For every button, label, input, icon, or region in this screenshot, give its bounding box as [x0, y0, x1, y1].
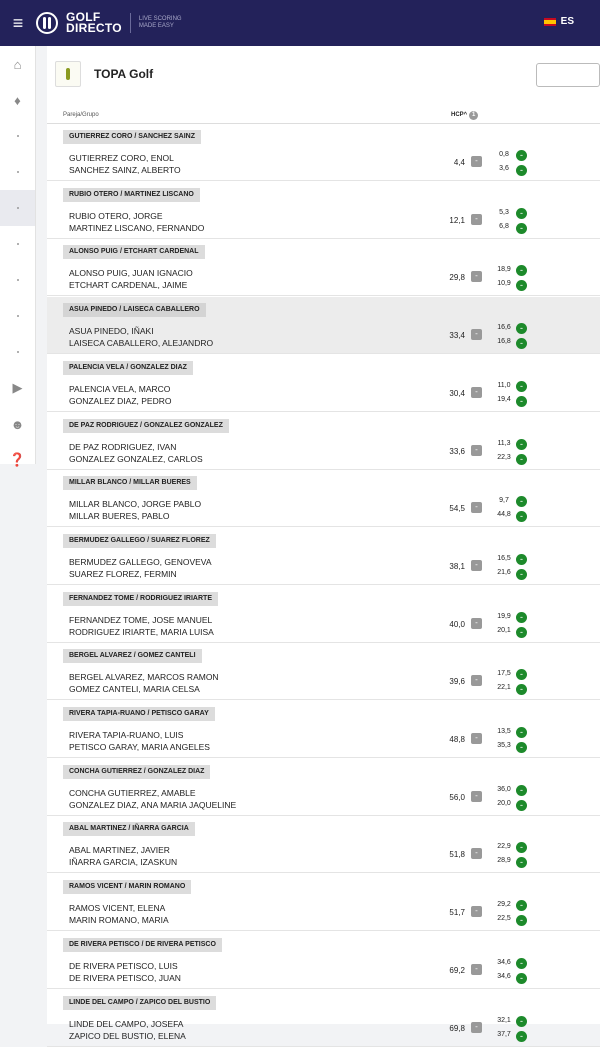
player-2-name: GOMEZ CANTELI, MARIA CELSA	[69, 684, 200, 695]
player-1-action-button[interactable]: -	[516, 496, 527, 507]
table-row[interactable]	[47, 932, 600, 989]
sidebar-item-dot[interactable]	[0, 226, 35, 262]
player-2-name: IÑARRA GARCIA, IZASKUN	[69, 857, 178, 868]
player-2-name: MILLAR BUERES, PABLO	[69, 511, 170, 522]
team-hcp: 40,0	[449, 619, 465, 629]
player-2-action-button[interactable]: -	[516, 1031, 527, 1042]
language-selector[interactable]	[544, 16, 574, 27]
sidebar-item-dot[interactable]	[0, 262, 35, 298]
logo-divider	[130, 13, 131, 33]
player-1-action-button[interactable]: -	[516, 958, 527, 969]
spain-flag-icon	[544, 18, 556, 26]
player-2-action-button[interactable]: -	[516, 800, 527, 811]
minus-button[interactable]: -	[471, 560, 482, 571]
player-2-name: LAISECA CABALLERO, ALEJANDRO	[69, 338, 214, 349]
player-2-action-button[interactable]: -	[516, 742, 527, 753]
player-1-action-button[interactable]: -	[516, 727, 527, 738]
team-hcp: 48,8	[449, 735, 465, 744]
help-icon[interactable]: ❓	[9, 452, 26, 467]
player-1-action-button[interactable]: -	[516, 669, 527, 680]
minus-button[interactable]: -	[471, 733, 482, 744]
hcp-label: HCP	[451, 112, 464, 118]
player-2-action-button[interactable]: -	[516, 857, 527, 868]
player-1-hcp: 32,1	[497, 1016, 511, 1024]
minus-button[interactable]: -	[471, 675, 482, 686]
player-2-hcp: 22,5	[497, 915, 511, 923]
minus-button[interactable]: -	[471, 329, 482, 340]
player-1-hcp: 16,6	[497, 324, 511, 332]
team-hcp: 51,8	[449, 850, 465, 860]
player-2-action-button[interactable]: -	[516, 396, 527, 407]
player-2-hcp: 37,7	[497, 1030, 511, 1038]
player-2-name: PETISCO GARAY, MARIA ANGELES	[69, 742, 210, 752]
tournament-header	[47, 46, 600, 102]
player-1-hcp: 22,9	[497, 843, 511, 851]
player-1-name: ASUA PINEDO, IÑAKI	[69, 326, 154, 337]
tagline-line-1: LIVE SCORING	[138, 16, 182, 22]
user-settings-icon[interactable]: ☻	[10, 416, 25, 432]
player-1-name: BERMUDEZ GALLEGO, GENOVEVA	[69, 556, 212, 567]
team-hcp: 38,1	[449, 561, 465, 571]
player-2-hcp: 19,4	[497, 395, 511, 403]
player-2-hcp: 20,0	[497, 799, 511, 807]
player-1-name: CONCHA GUTIERREZ, AMABLE	[69, 787, 196, 798]
player-1-name: RIVERA TAPIA-RUANO, LUIS	[69, 730, 184, 740]
team-hcp: 39,6	[449, 677, 465, 687]
player-2-name: GONZALEZ DIAZ, ANA MARIA JAQUELINE	[69, 799, 237, 810]
player-1-action-button[interactable]: -	[516, 900, 527, 911]
player-2-name: DE RIVERA PETISCO, JUAN	[69, 972, 181, 983]
player-2-action-button[interactable]: -	[516, 569, 527, 580]
tournament-title: TOPA Golf	[94, 67, 154, 81]
team-hcp: 69,2	[449, 965, 465, 975]
player-2-name: GONZALEZ DIAZ, PEDRO	[69, 395, 172, 406]
player-1-name: RAMOS VICENT, ELENA	[69, 903, 166, 914]
team-hcp: 29,8	[449, 273, 465, 283]
player-2-hcp: 28,9	[497, 857, 511, 865]
column-hcp-header[interactable]	[451, 111, 478, 120]
sidebar	[0, 46, 36, 467]
minus-button[interactable]: -	[471, 906, 482, 917]
team-hcp: 56,0	[449, 792, 465, 802]
player-1-action-button[interactable]: -	[516, 323, 527, 334]
player-2-name: ETCHART CARDENAL, JAIME	[69, 280, 188, 291]
minus-button[interactable]: -	[471, 156, 482, 167]
player-2-hcp: 34,6	[497, 972, 511, 980]
player-1-name: DE PAZ RODRIGUEZ, IVAN	[69, 441, 177, 452]
trophy-icon[interactable]: ♦	[14, 92, 21, 108]
team-name: BERMUDEZ GALLEGO / SUAREZ FLOREZ	[63, 534, 216, 548]
sidebar-item-dot[interactable]	[0, 334, 35, 370]
player-1-hcp: 19,9	[497, 612, 511, 620]
team-name: MILLAR BLANCO / MILLAR BUERES	[63, 476, 197, 490]
team-name: RIVERA TAPIA-RUANO / PETISCO GARAY	[63, 707, 215, 721]
team-name: FERNANDEZ TOME / RODRIGUEZ IRIARTE	[63, 592, 218, 606]
player-1-action-button[interactable]: -	[516, 554, 527, 565]
player-1-action-button[interactable]: -	[516, 1016, 527, 1027]
table-row[interactable]	[47, 124, 600, 181]
player-1-name: LINDE DEL CAMPO, JOSEFA	[69, 1018, 184, 1029]
table-row[interactable]	[47, 297, 600, 354]
logo-mark-icon	[36, 12, 58, 34]
team-hcp: 33,6	[449, 446, 465, 456]
player-1-hcp: 13,5	[497, 728, 511, 735]
table-row[interactable]	[47, 182, 600, 239]
language-label: ES	[560, 16, 574, 27]
table-row[interactable]	[47, 816, 600, 873]
team-hcp: 33,4	[449, 331, 465, 341]
minus-button[interactable]: -	[471, 1022, 482, 1033]
tagline	[139, 16, 182, 30]
sidebar-item-dot[interactable]	[0, 154, 35, 190]
player-2-action-button[interactable]: -	[516, 223, 527, 234]
table-row[interactable]	[47, 759, 600, 816]
player-1-action-button[interactable]: -	[516, 842, 527, 853]
golf-directo-logo[interactable]	[36, 12, 182, 34]
logo-line-2: DIRECTO	[66, 21, 122, 35]
team-name: LINDE DEL CAMPO / ZAPICO DEL BUSTIO	[63, 996, 216, 1010]
minus-button[interactable]: -	[471, 964, 482, 975]
table-row[interactable]	[47, 239, 600, 296]
player-1-name: FERNANDEZ TOME, JOSE MANUEL	[69, 614, 213, 625]
player-2-action-button[interactable]: -	[516, 684, 527, 695]
player-1-name: ALONSO PUIG, JUAN IGNACIO	[69, 268, 193, 279]
player-2-name: GONZALEZ GONZALEZ, CARLOS	[69, 453, 203, 464]
player-1-hcp: 5,3	[499, 208, 509, 216]
sort-order-badge: 1	[469, 111, 478, 120]
player-2-name: RODRIGUEZ IRIARTE, MARIA LUISA	[69, 626, 214, 637]
minus-button[interactable]: -	[471, 387, 482, 398]
player-2-action-button[interactable]: -	[516, 338, 527, 349]
player-1-action-button[interactable]: -	[516, 785, 527, 796]
player-2-hcp: 10,9	[497, 280, 511, 288]
player-1-name: DE RIVERA PETISCO, LUIS	[69, 960, 178, 971]
player-2-name: MARTINEZ LISCANO, FERNANDO	[69, 222, 205, 233]
minus-button[interactable]: -	[471, 791, 482, 802]
player-2-hcp: 44,8	[497, 511, 511, 519]
player-2-action-button[interactable]: -	[516, 627, 527, 638]
player-2-hcp: 22,1	[497, 684, 511, 692]
player-2-hcp: 16,8	[497, 338, 511, 346]
team-name: RAMOS VICENT / MARIN ROMANO	[63, 880, 191, 894]
player-2-hcp: 22,3	[497, 453, 511, 461]
player-1-action-button[interactable]: -	[516, 208, 527, 219]
tagline-line-2: MADE EASY	[138, 23, 174, 29]
player-2-name: MARIN ROMANO, MARIA	[69, 915, 169, 926]
sort-arrow-icon: ^	[463, 112, 468, 118]
logo-text	[66, 12, 122, 34]
team-hcp: 54,5	[449, 504, 465, 514]
player-1-name: PALENCIA VELA, MARCO	[69, 383, 171, 394]
player-2-action-button[interactable]: -	[516, 915, 527, 926]
team-name: PALENCIA VELA / GONZALEZ DIAZ	[63, 361, 193, 375]
minus-button[interactable]: -	[471, 618, 482, 629]
player-2-hcp: 6,8	[499, 222, 509, 230]
team-name: DE PAZ RODRIGUEZ / GONZALEZ GONZALEZ	[63, 419, 229, 433]
hamburger-icon[interactable]: ≡	[12, 12, 24, 33]
minus-button[interactable]: -	[471, 445, 482, 456]
team-hcp: 69,8	[449, 1023, 465, 1033]
team-hcp: 4,4	[453, 158, 465, 167]
table-row[interactable]	[47, 874, 600, 931]
player-1-hcp: 17,5	[497, 670, 511, 678]
player-2-name: SANCHEZ SAINZ, ALBERTO	[69, 165, 181, 175]
column-pair-header[interactable]: Pareja/Grupo	[63, 112, 99, 118]
player-1-action-button[interactable]: -	[516, 381, 527, 392]
top-bar	[0, 0, 600, 46]
player-2-action-button[interactable]: -	[516, 511, 527, 522]
player-2-action-button[interactable]: -	[516, 280, 527, 291]
team-name: ABAL MARTINEZ / IÑARRA GARCIA	[63, 822, 195, 836]
player-1-name: RUBIO OTERO, JORGE	[69, 210, 163, 221]
team-name: DE RIVERA PETISCO / DE RIVERA PETISCO	[63, 938, 222, 952]
play-icon[interactable]: ▶	[12, 380, 23, 395]
team-name: RUBIO OTERO / MARTINEZ LISCANO	[63, 188, 200, 202]
player-1-action-button[interactable]: -	[516, 150, 527, 161]
club-logo	[55, 61, 81, 87]
table-row[interactable]	[47, 643, 600, 700]
team-name: ASUA PINEDO / LAISECA CABALLERO	[63, 303, 206, 317]
team-hcp: 30,4	[449, 388, 465, 398]
player-2-hcp: 3,6	[499, 165, 509, 172]
sidebar-item-dot-active[interactable]	[0, 190, 35, 226]
player-1-name: BERGEL ALVAREZ, MARCOS RAMON	[69, 672, 219, 683]
player-2-hcp: 21,6	[497, 568, 511, 576]
player-2-name: SUAREZ FLOREZ, FERMIN	[69, 568, 177, 579]
player-2-name: ZAPICO DEL BUSTIO, ELENA	[69, 1030, 186, 1041]
player-1-hcp: 0,8	[499, 151, 509, 158]
sidebar-item-dot[interactable]	[0, 118, 35, 154]
team-name: GUTIERREZ CORO / SANCHEZ SAINZ	[63, 130, 201, 144]
player-1-name: ABAL MARTINEZ, JAVIER	[69, 845, 170, 856]
table-row[interactable]	[47, 413, 600, 470]
player-1-action-button[interactable]: -	[516, 612, 527, 623]
player-1-action-button[interactable]: -	[516, 439, 527, 450]
player-2-action-button[interactable]: -	[516, 165, 527, 176]
minus-button[interactable]: -	[471, 848, 482, 859]
player-1-name: MILLAR BLANCO, JORGE PABLO	[69, 499, 202, 510]
player-1-hcp: 18,9	[497, 266, 511, 274]
team-name: BERGEL ALVAREZ / GOMEZ CANTELI	[63, 649, 202, 663]
player-1-hcp: 36,0	[497, 785, 511, 793]
logo-line-1: GOLF	[66, 10, 101, 24]
player-2-action-button[interactable]: -	[516, 454, 527, 465]
search-input[interactable]	[536, 63, 600, 87]
table-header	[47, 102, 600, 124]
player-1-action-button[interactable]: -	[516, 265, 527, 276]
player-2-hcp: 35,3	[497, 742, 511, 749]
main-content	[47, 46, 600, 1041]
player-2-action-button[interactable]: -	[516, 973, 527, 984]
player-1-hcp: 11,0	[497, 381, 511, 389]
player-1-hcp: 29,2	[497, 901, 511, 909]
table-row[interactable]	[47, 990, 600, 1047]
minus-button[interactable]: -	[471, 214, 482, 225]
sidebar-item-dot[interactable]	[0, 298, 35, 334]
pairs-list	[47, 124, 600, 1041]
player-1-hcp: 16,5	[497, 554, 511, 562]
team-name: CONCHA GUTIERREZ / GONZALEZ DIAZ	[63, 765, 210, 779]
player-1-hcp: 9,7	[499, 497, 509, 505]
player-1-hcp: 11,3	[497, 439, 511, 447]
table-row[interactable]	[47, 701, 600, 758]
team-name: ALONSO PUIG / ETCHART CARDENAL	[63, 245, 205, 259]
minus-button[interactable]: -	[471, 502, 482, 513]
table-row[interactable]	[47, 528, 600, 585]
table-row[interactable]	[47, 470, 600, 527]
player-1-hcp: 34,6	[497, 958, 511, 966]
team-hcp: 51,7	[449, 908, 465, 918]
team-hcp: 12,1	[449, 215, 465, 225]
minus-button[interactable]: -	[471, 271, 482, 282]
table-row[interactable]	[47, 355, 600, 412]
table-row[interactable]	[47, 586, 600, 643]
player-1-name: GUTIERREZ CORO, ENOL	[69, 153, 174, 163]
player-2-hcp: 20,1	[497, 626, 511, 634]
home-icon[interactable]: ⌂	[13, 56, 22, 72]
